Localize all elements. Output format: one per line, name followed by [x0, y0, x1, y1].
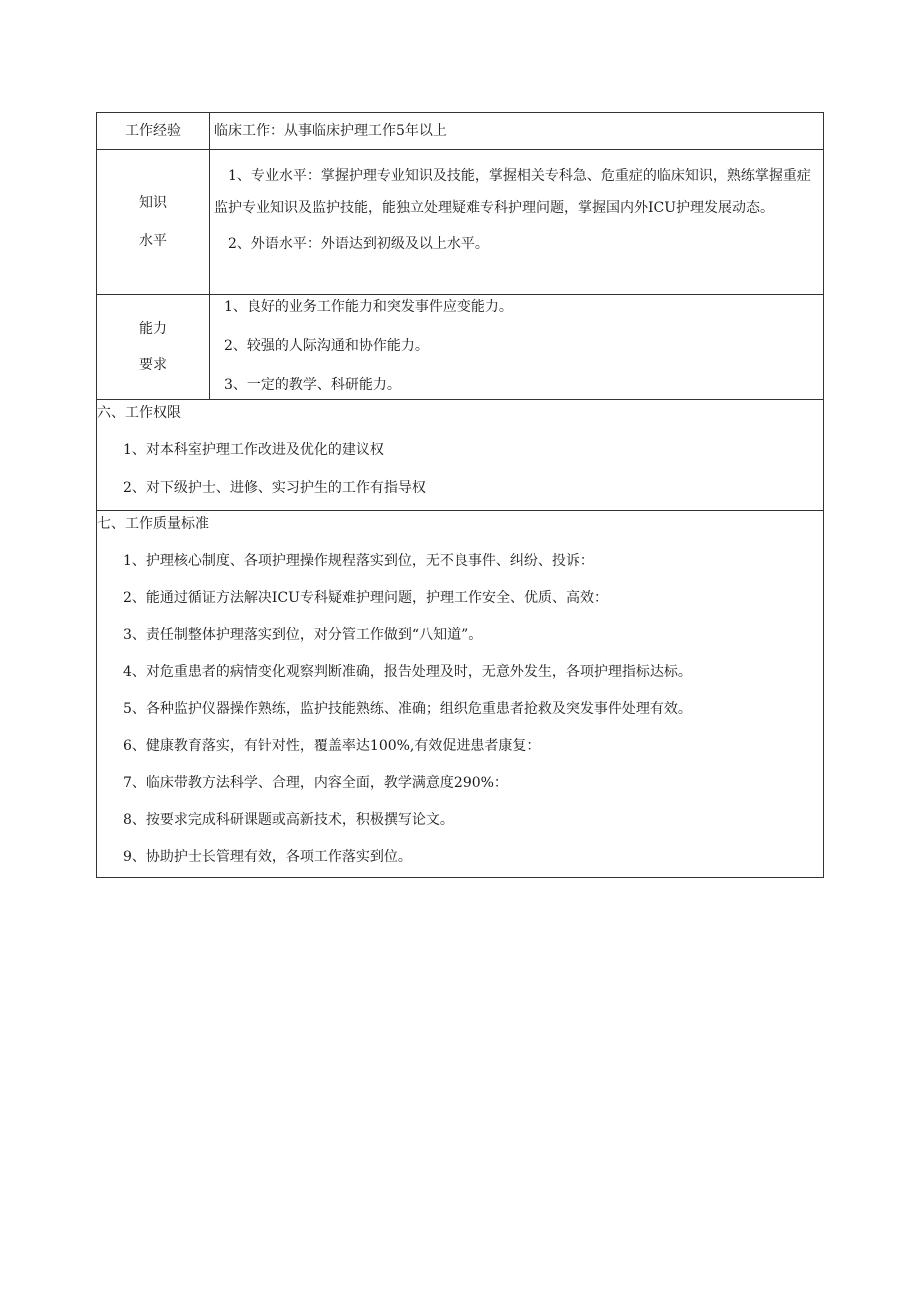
ability-label-cell — [97, 295, 210, 400]
ability-label-line1: 能力 — [139, 321, 167, 337]
ability-item: 3、一定的教学、科研能力。 — [224, 377, 401, 393]
authority-row — [97, 400, 824, 511]
knowledge-label-line2: 水平 — [139, 233, 167, 249]
knowledge-item-language: 2、外语水平：外语达到初级及以上水平。 — [228, 236, 489, 252]
authority-heading: 六、工作权限 — [97, 405, 181, 421]
quality-item: 2、能通过循证方法解决ICU专科疑难护理问题，护理工作安全、优质、高效： — [123, 590, 608, 606]
experience-value: 临床工作：从事临床护理工作5年以上 — [214, 123, 447, 139]
knowledge-item-professional: 1、专业水平：掌握护理专业知识及技能，掌握相关专科急、危重症的临床知识，熟练掌握重症监护专业知识及监护技能，能独立处理疑难专科护理问题，掌握国内外ICU护理发展动态。 — [214, 168, 811, 216]
quality-item: 8、按要求完成科研课题或高新技术，积极撰写论文。 — [123, 812, 454, 828]
knowledge-label-cell — [97, 150, 210, 295]
ability-item: 1、良好的业务工作能力和突发事件应变能力。 — [224, 299, 513, 315]
quality-item: 9、协助护士长管理有效，各项工作落实到位。 — [123, 849, 412, 865]
quality-heading: 七、工作质量标准 — [97, 516, 209, 532]
quality-item: 7、临床带教方法科学、合理，内容全面，教学满意度290%： — [123, 775, 508, 791]
knowledge-row — [97, 150, 824, 295]
authority-cell — [97, 400, 824, 511]
knowledge-content-cell — [210, 150, 824, 295]
job-description-table — [96, 112, 824, 878]
ability-item: 2、较强的人际沟通和协作能力。 — [224, 338, 429, 354]
experience-label-cell — [97, 113, 210, 150]
quality-item: 1、护理核心制度、各项护理操作规程落实到位，无不良事件、纠纷、投诉： — [123, 553, 594, 569]
quality-item: 3、责任制整体护理落实到位，对分管工作做到“八知道”。 — [123, 627, 483, 643]
experience-row — [97, 113, 824, 150]
ability-label-line2: 要求 — [139, 357, 167, 373]
quality-item: 6、健康教育落实，有针对性，覆盖率达100%,有效促进患者康复： — [123, 738, 541, 754]
experience-value-cell — [210, 113, 824, 150]
ability-content-cell — [210, 295, 824, 400]
quality-row — [97, 511, 824, 878]
quality-item: 4、对危重患者的病情变化观察判断准确，报告处理及时，无意外发生，各项护理指标达标。 — [123, 664, 692, 680]
ability-row — [97, 295, 824, 400]
quality-item: 5、各种监护仪器操作熟练，监护技能熟练、准确；组织危重患者抢救及突发事件处理有效。 — [123, 701, 692, 717]
authority-item: 1、对本科室护理工作改进及优化的建议权 — [123, 442, 384, 458]
experience-label: 工作经验 — [125, 123, 181, 139]
quality-cell — [97, 511, 824, 878]
knowledge-label-line1: 知识 — [139, 195, 167, 211]
authority-item: 2、对下级护士、进修、实习护生的工作有指导权 — [123, 480, 426, 496]
